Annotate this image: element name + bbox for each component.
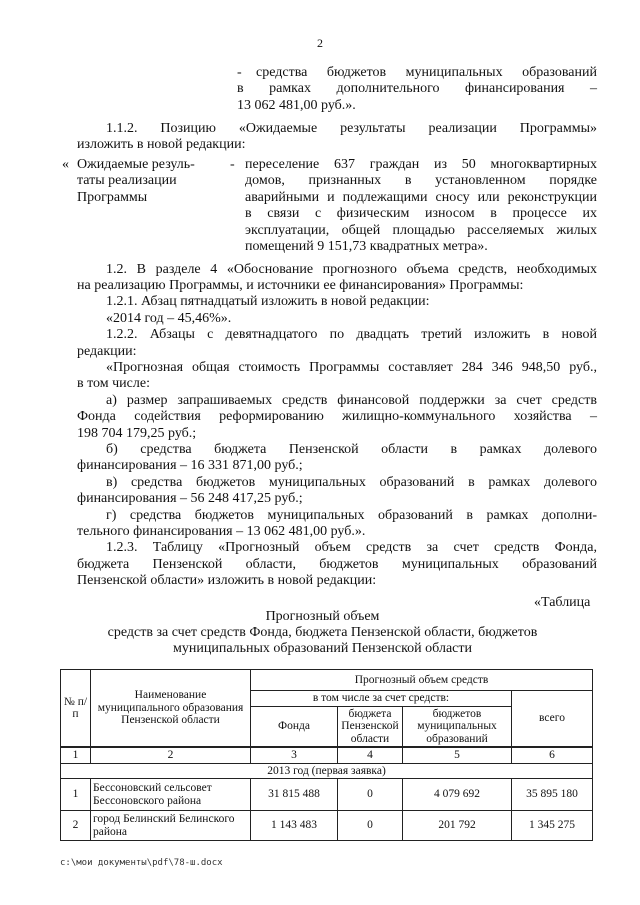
table-title-line2: средств за счет средств Фонда, бюджета Пензенской области, бюджетов — [107, 625, 538, 640]
item-b-line2: финансирования – 16 331 871,00 руб.; — [77, 458, 303, 473]
table-label: «Таблица — [534, 595, 591, 610]
table-header-row — [61, 670, 593, 691]
table-row — [61, 811, 593, 841]
item-c-line1: в) средства бюджетов муниципальных образований в рамках долевого — [106, 475, 597, 490]
position-dash: - — [230, 157, 235, 172]
row-fund-value: 31 815 488 — [251, 779, 338, 811]
row-municipality-name: город Белинский Белинского района — [91, 811, 251, 841]
p3-line8: в том числе: — [77, 376, 150, 391]
item-a-line1: а) размер запрашиваемых средств финансовой поддержки за счет средств — [106, 393, 597, 408]
column-number: 6 — [512, 747, 593, 763]
header-including: в том числе за счет средств: — [251, 691, 512, 707]
row-municipal-value: 201 792 — [403, 811, 512, 841]
column-number-row — [61, 747, 593, 763]
position-text-line5: эксплуатации, общей площадью расселяемых жилых — [245, 223, 597, 238]
column-number: 5 — [403, 747, 512, 763]
page-number: 2 — [317, 36, 323, 50]
header-fund: Фонда — [251, 706, 338, 747]
p1-line2: в рамках дополнительного финансирования – — [237, 81, 597, 96]
row-number: 1 — [61, 779, 91, 811]
row-number: 2 — [61, 811, 91, 841]
header-region-budget: бюджета Пензенской области — [338, 706, 403, 747]
dash-marker: - — [237, 65, 242, 80]
item-d-line2: тельного финансирования – 13 062 481,00 руб.». — [77, 524, 366, 539]
position-label-line2: таты реализации — [77, 173, 177, 188]
p3-line7: «Прогнозная общая стоимость Программы составляет 284 346 948,50 руб., — [106, 360, 597, 375]
p1-line3: 13 062 481,00 руб.». — [237, 98, 356, 113]
row-total-value: 35 895 180 — [512, 779, 593, 811]
row-region-value: 0 — [338, 779, 403, 811]
column-number: 2 — [91, 747, 251, 763]
p3-line1: 1.2. В разделе 4 «Обоснование прогнозного объема средств, необходимых — [106, 262, 597, 277]
position-text-line2: домов, признанных в установленном порядке — [245, 173, 597, 188]
item-e-line3: Пензенской области» изложить в новой редакции: — [77, 573, 377, 588]
header-number: № п/п — [61, 670, 91, 748]
header-municipality-name: Наименование муниципального образования Пензенской области — [91, 670, 251, 748]
item-a-line3: 198 704 179,25 руб.; — [77, 426, 197, 441]
p3-line4: «2014 год – 45,46%». — [106, 311, 232, 326]
section-year-label: 2013 год (первая заявка) — [61, 763, 593, 779]
row-fund-value: 1 143 483 — [251, 811, 338, 841]
header-total: всего — [512, 691, 593, 748]
row-municipality-name: Бессоновский сельсовет Бессоновского района — [91, 779, 251, 811]
row-municipal-value: 4 079 692 — [403, 779, 512, 811]
row-region-value: 0 — [338, 811, 403, 841]
column-number: 4 — [338, 747, 403, 763]
table-title-line3: муниципальных образований Пензенской области — [173, 641, 472, 656]
financing-table — [60, 669, 593, 841]
p1-line1: средства бюджетов муниципальных образований — [256, 65, 597, 80]
p3-line6: редакции: — [77, 344, 137, 359]
position-label-line3: Программы — [77, 190, 148, 205]
file-path-footer: c:\мои документы\pdf\78-ш.docx — [60, 858, 223, 868]
p3-line3: 1.2.1. Абзац пятнадцатый изложить в новой редакции: — [106, 294, 430, 309]
position-text-line6: помещений 9 151,73 квадратных метра». — [245, 239, 488, 254]
position-label-line1: Ожидаемые резуль- — [77, 157, 195, 172]
item-e-line1: 1.2.3. Таблицу «Прогнозный объем средств за счет средств Фонда, — [106, 540, 597, 555]
section-row — [61, 763, 593, 779]
position-text-line3: аварийными и подлежащими сносу или реконструкции — [245, 190, 597, 205]
position-text-line1: переселение 637 граждан из 50 многоквартирных — [245, 157, 597, 172]
column-number: 3 — [251, 747, 338, 763]
header-forecast-volume: Прогнозный объем средств — [251, 670, 593, 691]
header-municipal-budgets: бюджетов муниципальных образований — [403, 706, 512, 747]
p3-line2: на реализацию Программы, и источники ее финансирования» Программы: — [77, 278, 524, 293]
p2-line1: 1.1.2. Позицию «Ожидаемые результаты реализации Программы» — [106, 121, 597, 136]
row-total-value: 1 345 275 — [512, 811, 593, 841]
column-number: 1 — [61, 747, 91, 763]
table-title-line1: Прогнозный объем — [265, 609, 380, 624]
item-c-line2: финансирования – 56 248 417,25 руб.; — [77, 491, 303, 506]
table-row — [61, 779, 593, 811]
p3-line5: 1.2.2. Абзацы с девятнадцатого по двадцать третий изложить в новой — [106, 327, 597, 342]
item-a-line2: Фонда содействия реформированию жилищно-коммунального хозяйства – — [77, 409, 597, 424]
position-text-line4: в связи с физическим износом в процессе их — [245, 206, 597, 221]
item-d-line1: г) средства бюджетов муниципальных образований в рамках дополни- — [106, 508, 597, 523]
item-e-line2: бюджета Пензенской области, бюджетов муниципальных образований — [77, 557, 597, 572]
open-quote: « — [62, 157, 69, 172]
item-b-line1: б) средства бюджета Пензенской области в рамках долевого — [106, 442, 597, 457]
p2-line2: изложить в новой редакции: — [77, 137, 246, 152]
